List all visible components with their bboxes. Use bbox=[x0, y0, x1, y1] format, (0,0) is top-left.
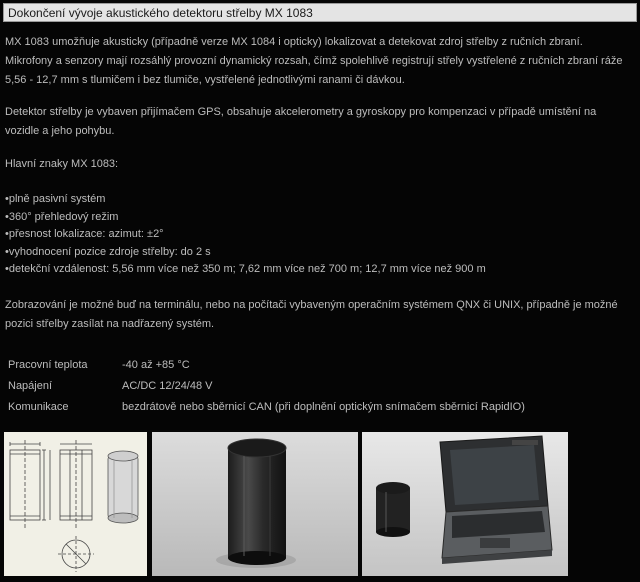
feature-item: • vyhodnocení pozice zdroje střelby: do 2 s bbox=[5, 244, 635, 262]
technical-drawing-photo[interactable] bbox=[4, 432, 147, 576]
spec-label: Komunikace bbox=[8, 401, 69, 413]
feature-item: • detekční vzdálenost: 5,56 mm více než 350 m; 7,62 mm více než 700 m; 12,7 mm více než 900 m bbox=[5, 261, 635, 279]
technical-drawing-image bbox=[4, 432, 147, 576]
sensor-photo[interactable] bbox=[152, 432, 358, 576]
specs-row bbox=[5, 397, 525, 418]
intro-line-1: MX 1083 umožňuje akusticky (případně verze MX 1084 i opticky) lokalizovat a detekovat zdroj střelby z ručních zbraní. bbox=[5, 36, 583, 48]
spec-value: AC/DC 12/24/48 V bbox=[122, 380, 213, 392]
sensor-image bbox=[152, 432, 358, 576]
features-list bbox=[5, 191, 635, 279]
spec-label: Pracovní teplota bbox=[8, 359, 88, 371]
spec-label: Napájení bbox=[8, 380, 53, 392]
sensor-with-laptop-image bbox=[362, 432, 568, 576]
intro-line-2: Mikrofony a senzory mají rozsáhlý provozní dynamický rozsah, čímž spolehlivě registrují střely vystřelené z ručních zbraní ráže bbox=[5, 55, 623, 67]
specs-table bbox=[5, 355, 525, 418]
features-heading: Hlavní znaky MX 1083: bbox=[5, 158, 119, 170]
article-title: Dokončení vývoje akustického detektoru střelby MX 1083 bbox=[3, 3, 637, 22]
feature-item: • plně pasivní systém bbox=[5, 191, 635, 209]
feature-item: • přesnost lokalizace: azimut: ±2° bbox=[5, 226, 635, 244]
feature-item: • 360° přehledový režim bbox=[5, 209, 635, 227]
gps-line-1: Detektor střelby je vybaven přijímačem GPS, obsahuje akcelerometry a gyroskopy pro kompenzaci v případě umístění na bbox=[5, 106, 597, 118]
intro-paragraph bbox=[5, 33, 635, 90]
display-line-2: pozici střelby zasílat na nadřazený systém. bbox=[5, 318, 215, 330]
specs-row bbox=[5, 355, 525, 376]
spec-value: bezdrátově nebo sběrnicí CAN (při doplnění optickým snímačem sběrnicí RapidIO) bbox=[122, 401, 525, 413]
intro-line-3: 5,56 - 12,7 mm s tlumičem i bez tlumiče, vystřelené jednotlivými ranami či dávkou. bbox=[5, 74, 405, 86]
spec-value: -40 až +85 °C bbox=[122, 359, 190, 371]
display-paragraph bbox=[5, 296, 635, 334]
specs-row bbox=[5, 376, 525, 397]
gps-line-2: vozidle a jeho pohybu. bbox=[5, 125, 115, 137]
display-line-1: Zobrazování je možné buď na terminálu, nebo na počítači vybaveným operačním systémem QNX či UNIX, případně je možné bbox=[5, 299, 618, 311]
sensor-with-laptop-photo[interactable] bbox=[362, 432, 568, 576]
gps-paragraph bbox=[5, 103, 635, 141]
